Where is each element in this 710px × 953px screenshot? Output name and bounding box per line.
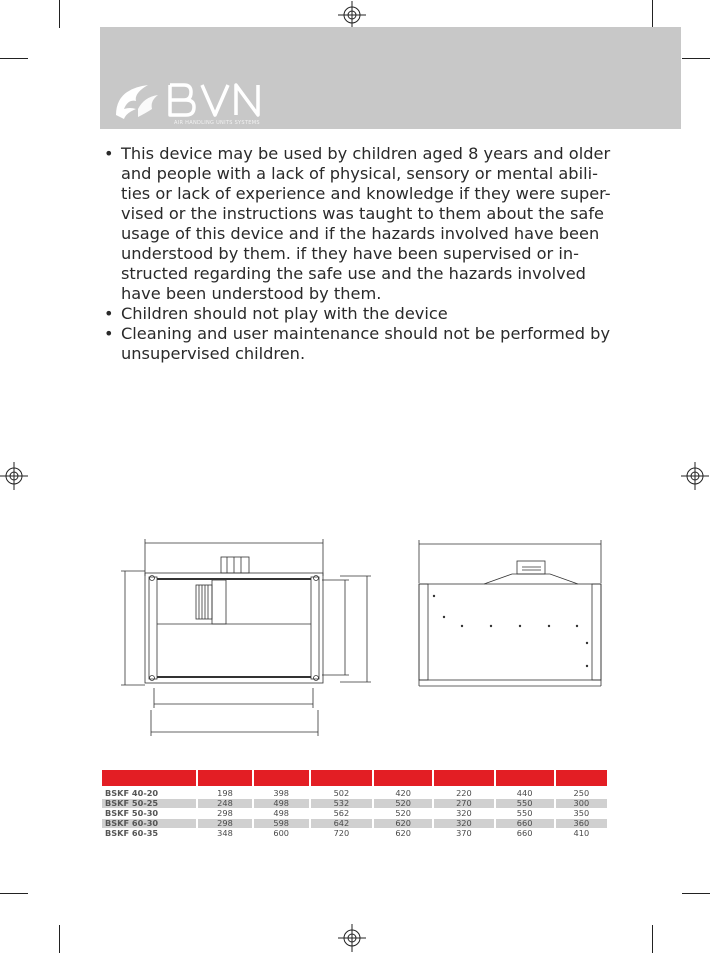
dimension-cell: 660 <box>496 829 554 839</box>
dimension-cell: 598 <box>254 819 309 829</box>
table-header-cell <box>311 770 372 786</box>
dimension-cell: 270 <box>434 799 493 809</box>
safety-note-line: understood by them. if they have been supervised or in- <box>121 244 579 263</box>
table-header-cell <box>434 770 493 786</box>
registration-target <box>338 1 366 29</box>
dimension-cell: 520 <box>374 809 432 819</box>
dimension-cell: 250 <box>556 789 607 799</box>
crop-mark <box>682 58 710 59</box>
bullet-icon: • <box>104 304 114 323</box>
dimension-cell: 620 <box>374 829 432 839</box>
model-cell: BSKF 60-30 <box>102 819 196 829</box>
dimension-cell: 350 <box>556 809 607 819</box>
safety-note <box>100 144 620 304</box>
side-view-drawing <box>419 540 601 686</box>
dimensions-table <box>100 770 609 839</box>
dimension-cell: 502 <box>311 789 372 799</box>
dimension-cell: 370 <box>434 829 493 839</box>
table-header-cell <box>496 770 554 786</box>
dimension-cell: 298 <box>198 819 251 829</box>
table-header-cell <box>374 770 432 786</box>
safety-notes-list <box>100 144 620 364</box>
safety-note-line: Cleaning and user maintenance should not be performed by <box>121 324 611 343</box>
dimension-cell: 410 <box>556 829 607 839</box>
registration-target <box>338 924 366 952</box>
safety-note-line: have been understood by them. <box>121 284 382 303</box>
table-row <box>102 829 607 839</box>
dimension-cell: 498 <box>254 809 309 819</box>
safety-notes <box>100 144 620 364</box>
safety-note-line: and people with a lack of physical, sensory or mental abili- <box>121 164 598 183</box>
safety-note-line: unsupervised children. <box>121 344 306 363</box>
dimension-cell: 550 <box>496 799 554 809</box>
crop-mark <box>682 893 710 894</box>
dimension-cell: 562 <box>311 809 372 819</box>
side-view-fixings <box>433 595 588 667</box>
dimension-cell: 320 <box>434 809 493 819</box>
safety-note-line: vised or the instructions was taught to them about the safe <box>121 204 604 223</box>
crop-mark <box>0 58 28 59</box>
model-cell: BSKF 60-35 <box>102 829 196 839</box>
table-body <box>102 786 607 839</box>
dimension-cell: 532 <box>311 799 372 809</box>
dimension-cell: 660 <box>496 819 554 829</box>
brand-logo <box>114 79 274 125</box>
dimension-cell: 398 <box>254 789 309 799</box>
bullet-icon: • <box>104 144 114 163</box>
dimension-cell: 348 <box>198 829 251 839</box>
wing-icon <box>114 79 274 125</box>
bullet-icon: • <box>104 324 114 343</box>
safety-note-line: Children should not play with the device <box>121 304 448 323</box>
table-header-cell <box>254 770 309 786</box>
dimension-cell: 520 <box>374 799 432 809</box>
dimension-cell: 440 <box>496 789 554 799</box>
model-cell: BSKF 40-20 <box>102 789 196 799</box>
dimension-cell: 600 <box>254 829 309 839</box>
table-header-cell <box>198 770 251 786</box>
safety-note <box>100 324 620 364</box>
registration-target <box>681 462 709 490</box>
crop-mark <box>59 0 60 28</box>
safety-note-line: usage of this device and if the hazards involved have been <box>121 224 600 243</box>
dimension-cell: 198 <box>198 789 251 799</box>
safety-note <box>100 304 620 324</box>
dimension-cell: 220 <box>434 789 493 799</box>
model-cell: BSKF 50-25 <box>102 799 196 809</box>
dimension-cell: 300 <box>556 799 607 809</box>
dimension-cell: 550 <box>496 809 554 819</box>
dimension-cell: 498 <box>254 799 309 809</box>
safety-note-line: structed regarding the safe use and the hazards involved <box>121 264 586 283</box>
model-cell: BSKF 50-30 <box>102 809 196 819</box>
dimension-cell: 620 <box>374 819 432 829</box>
front-view-drawing <box>121 539 371 736</box>
table-header-cell <box>102 770 196 786</box>
brand-tagline: AIR HANDLING UNITS SYSTEMS <box>174 120 260 126</box>
header-band <box>100 27 681 129</box>
crop-mark <box>59 925 60 953</box>
safety-note-line: This device may be used by children aged 8 years and older <box>121 144 611 163</box>
dimension-cell: 420 <box>374 789 432 799</box>
crop-mark <box>0 893 28 894</box>
registration-target <box>0 462 28 490</box>
dimension-cell: 720 <box>311 829 372 839</box>
dimension-cell: 642 <box>311 819 372 829</box>
dimension-cell: 320 <box>434 819 493 829</box>
safety-note-line: ties or lack of experience and knowledge if they were super- <box>121 184 611 203</box>
table-header-cell <box>556 770 607 786</box>
table-header-row <box>102 770 607 786</box>
dimension-cell: 298 <box>198 809 251 819</box>
dimension-cell: 360 <box>556 819 607 829</box>
crop-mark <box>652 925 653 953</box>
dimension-cell: 248 <box>198 799 251 809</box>
crop-mark <box>652 0 653 28</box>
